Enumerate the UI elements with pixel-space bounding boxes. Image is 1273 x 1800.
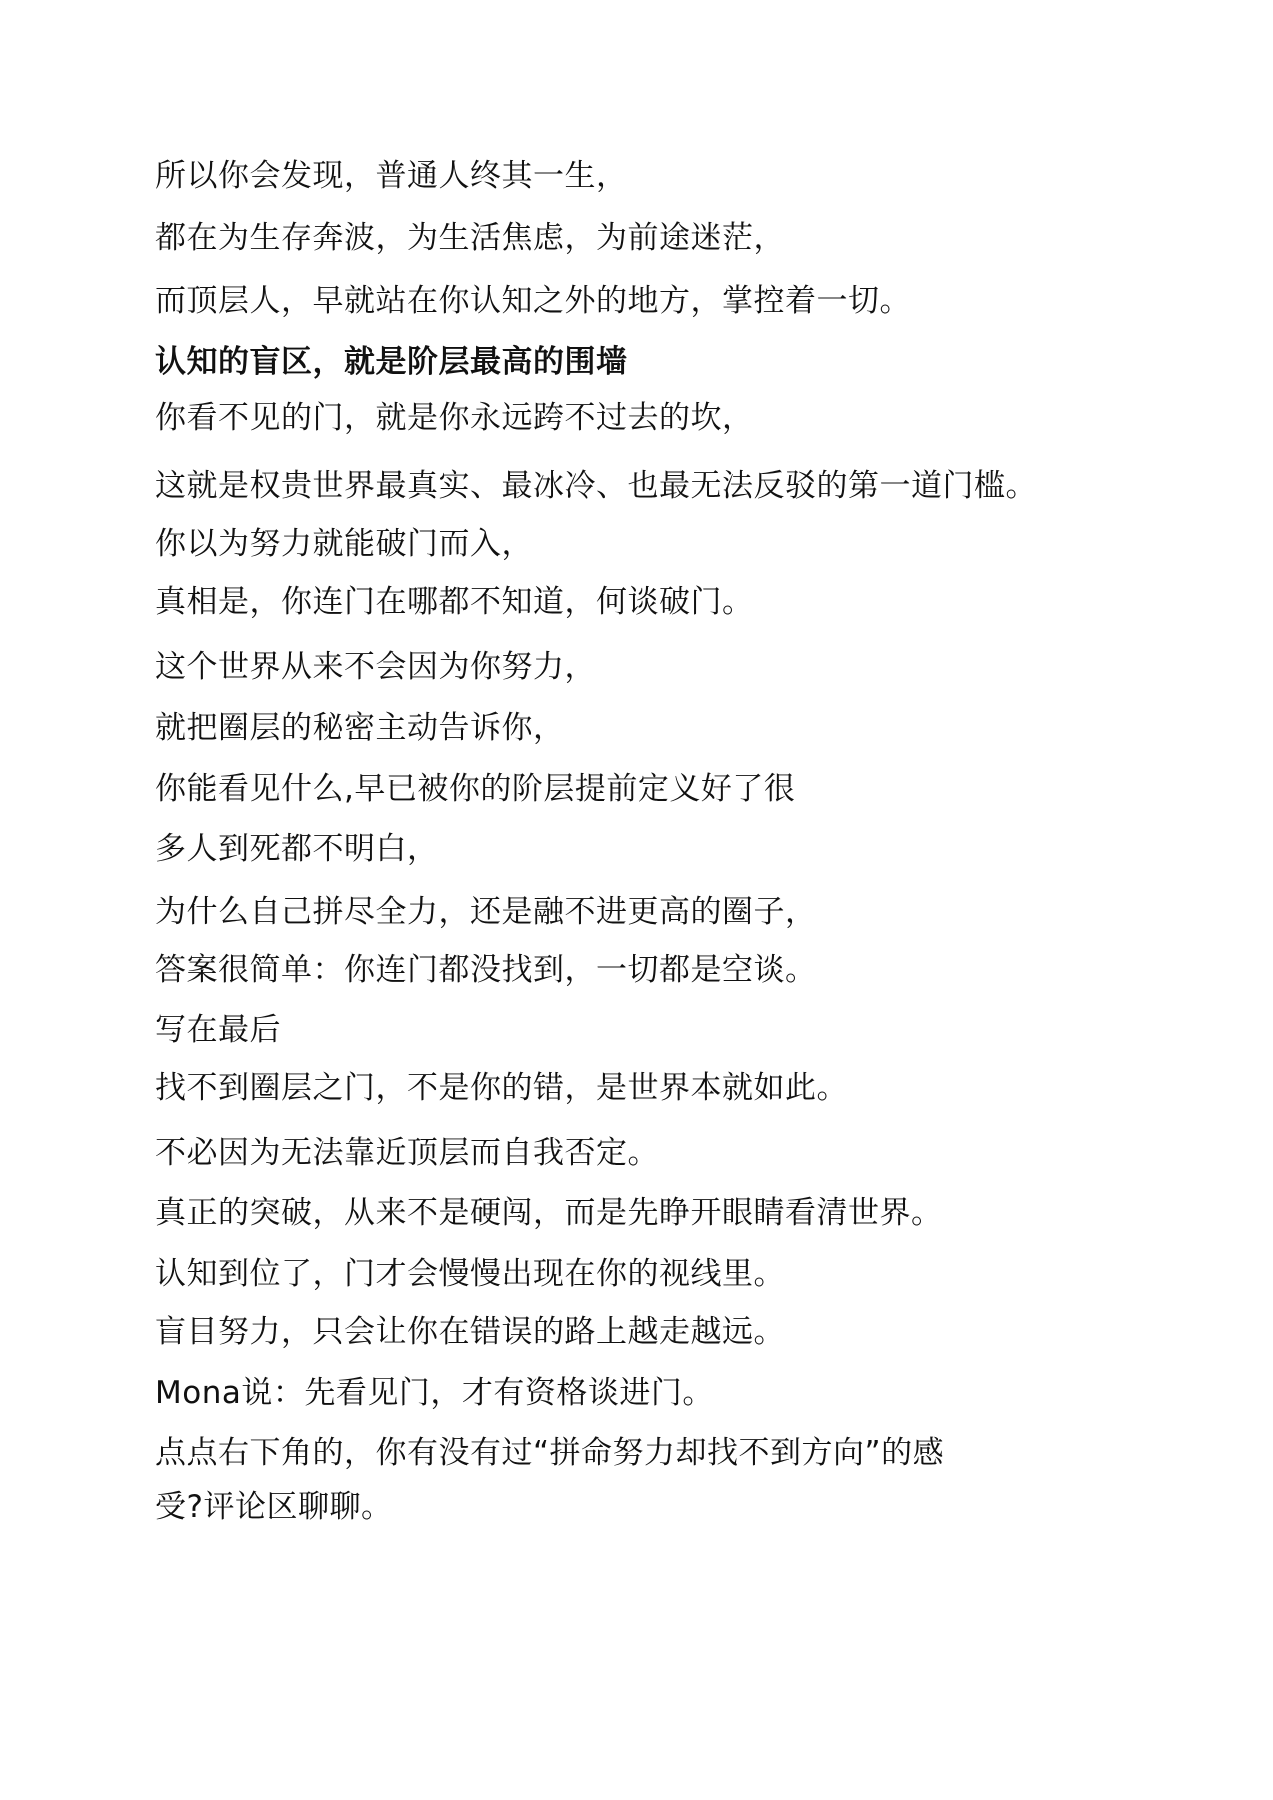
text-line: 你以为努力就能破门而入， (155, 526, 533, 562)
text-line: 这就是权贵世界最真实、最冰冷、也最无法反驳的第一道门槛。 (155, 468, 1037, 504)
text-line: 所以你会发现，普通人终其一生， (155, 158, 628, 194)
text-line: Mona说：先看见门，才有资格谈进门。 (155, 1375, 714, 1411)
text-line: 答案很简单：你连门都没找到，一切都是空谈。 (155, 952, 817, 988)
text-line: 找不到圈层之门，不是你的错，是世界本就如此。 (155, 1070, 848, 1106)
section-heading: 写在最后 (155, 1012, 281, 1048)
text-line: 就把圈层的秘密主动告诉你， (155, 710, 565, 746)
text-line: 都在为生存奔波，为生活焦虑，为前途迷茫， (155, 220, 785, 256)
text-line: 你看不见的门，就是你永远跨不过去的坎， (155, 400, 754, 436)
text-line: 而顶层人，早就站在你认知之外的地方，掌控着一切。 (155, 283, 911, 319)
text-line: 真正的突破，从来不是硬闯，而是先睁开眼睛看清世界。 (155, 1195, 943, 1231)
text-line: 真相是，你连门在哪都不知道，何谈破门。 (155, 584, 754, 620)
text-line: 你能看见什么,早已被你的阶层提前定义好了很 (155, 771, 796, 807)
text-line: 这个世界从来不会因为你努力， (155, 649, 596, 685)
text-line: 为什么自己拼尽全力，还是融不进更高的圈子， (155, 894, 817, 930)
text-line: 受?评论区聊聊。 (155, 1489, 393, 1525)
text-line: 多人到死都不明白， (155, 831, 439, 867)
text-line: 认知到位了，门才会慢慢出现在你的视线里。 (155, 1256, 785, 1292)
text-line: 不必因为无法靠近顶层而自我否定。 (155, 1135, 659, 1171)
text-line: 点点右下角的，你有没有过“拼命努力却找不到方向”的感 (155, 1435, 945, 1471)
section-heading: 认知的盲区，就是阶层最高的围墙 (155, 344, 628, 380)
text-line: 盲目努力，只会让你在错误的路上越走越远。 (155, 1314, 785, 1350)
